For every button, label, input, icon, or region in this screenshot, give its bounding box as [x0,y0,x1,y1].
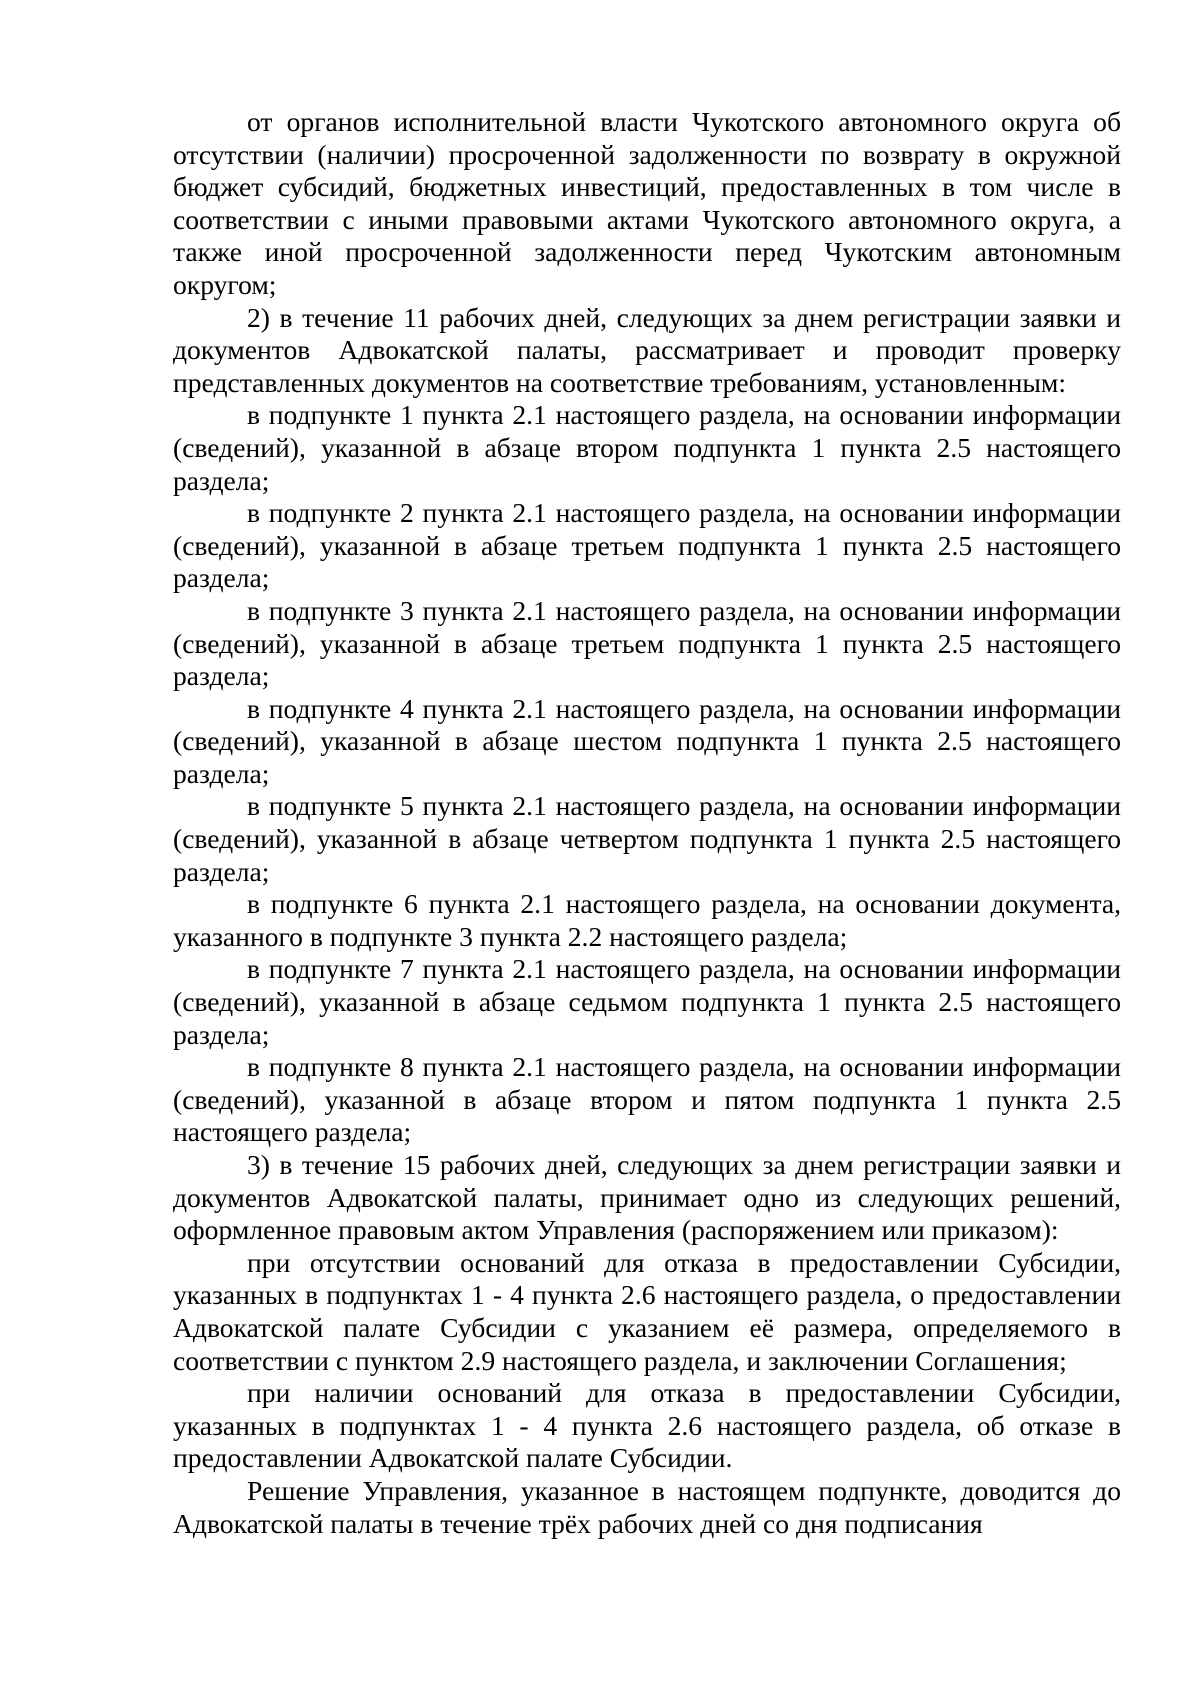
paragraph-3: в подпункте 1 пункта 2.1 настоящего раздела, на основании информации (сведений), указанной в абзаце втором подпункта 1 пункта 2.5 настоящего раздела; [173,399,1121,496]
paragraph-4: в подпункте 2 пункта 2.1 настоящего раздела, на основании информации (сведений), указанной в абзаце третьем подпункта 1 пункта 2.5 настоящего раздела; [173,497,1121,594]
paragraph-10: в подпункте 8 пункта 2.1 настоящего раздела, на основании информации (сведений), указанной в абзаце втором и пятом подпункта 1 пункта 2.5 настоящего раздела; [173,1051,1121,1148]
paragraph-8: в подпункте 6 пункта 2.1 настоящего раздела, на основании документа, указанного в подпункте 3 пункта 2.2 настоящего раздела; [173,888,1121,952]
paragraph-1: от органов исполнительной власти Чукотского автономного округа об отсутствии (наличии) просроченной задолженности по возврату в окружной бюджет субсидий, бюджетных инвестиций, предоставленных в том числе в соответствии с иными правовыми актами Чукотского автономного округа, а также иной просроченной задолженности перед Чукотским автономным округом; [173,106,1121,300]
paragraph-9: в подпункте 7 пункта 2.1 настоящего раздела, на основании информации (сведений), указанной в абзаце седьмом подпункта 1 пункта 2.5 настоящего раздела; [173,953,1121,1050]
paragraph-11: 3) в течение 15 рабочих дней, следующих за днем регистрации заявки и документов Адвокатской палаты, принимает одно из следующих решений, оформленное правовым актом Управления (распоряжением или приказом): [173,1149,1121,1246]
paragraph-6: в подпункте 4 пункта 2.1 настоящего раздела, на основании информации (сведений), указанной в абзаце шестом подпункта 1 пункта 2.5 настоящего раздела; [173,692,1121,789]
paragraph-13: при наличии оснований для отказа в предоставлении Субсидии, указанных в подпунктах 1 - 4 пункта 2.6 настоящего раздела, об отказе в предоставлении Адвокатской палате Субсидии. [173,1377,1121,1474]
paragraph-12: при отсутствии оснований для отказа в предоставлении Субсидии, указанных в подпунктах 1 - 4 пункта 2.6 настоящего раздела, о предоставлении Адвокатской палате Субсидии с указанием её размера, определяемого в соответствии с пунктом 2.9 настоящего раздела, и заключении Соглашения; [173,1246,1121,1376]
paragraph-2: 2) в течение 11 рабочих дней, следующих за днем регистрации заявки и документов Адвокатской палаты, рассматривает и проводит проверку представленных документов на соответствие требованиям, установленным: [173,301,1121,398]
paragraph-5: в подпункте 3 пункта 2.1 настоящего раздела, на основании информации (сведений), указанной в абзаце третьем подпункта 1 пункта 2.5 настоящего раздела; [173,594,1121,692]
paragraph-14: Решение Управления, указанное в настоящем подпункте, доводится до Адвокатской палаты в течение трёх рабочих дней со дня подписания [173,1474,1121,1539]
document-page [173,106,1121,1540]
paragraph-7: в подпункте 5 пункта 2.1 настоящего раздела, на основании информации (сведений), указанной в абзаце четвертом подпункта 1 пункта 2.5 настоящего раздела; [173,790,1121,887]
